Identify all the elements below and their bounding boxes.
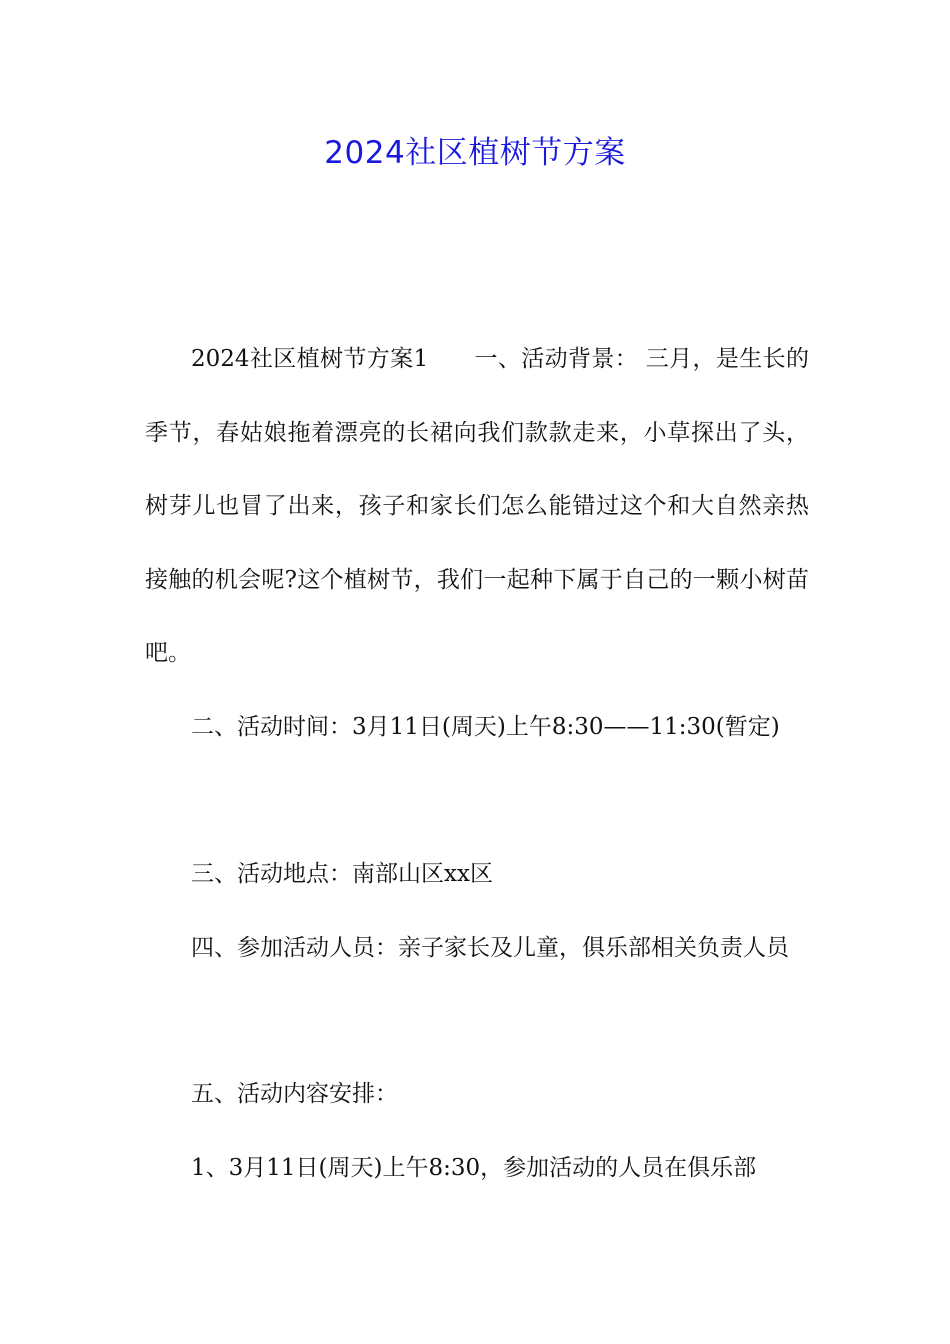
paragraph-participants <box>145 912 809 986</box>
document-title: 2024社区植树节方案 <box>324 135 626 171</box>
paragraph-location <box>145 838 809 912</box>
paragraph-text: 二、活动时间：3月11日(周天)上午8:30——11:30(暂定) <box>191 714 780 740</box>
section-heading: 2024社区植树节方案1 <box>191 346 429 372</box>
paragraph-background <box>145 323 809 691</box>
paragraph-text: 一、活动背景： 三月，是生长的季节，春姑娘拖着漂亮的长裙向我们款款走来，小草探出了头，树芽儿也冒了出来，孩子和家长们怎么能错过这个和大自然亲热接触的机会呢?这个植树节，我们一起种下属于自己的一颗小树苗吧。 <box>145 346 810 666</box>
paragraph-text: 五、活动内容安排： <box>191 1081 398 1107</box>
paragraph-text: 1、3月11日(周天)上午8:30，参加活动的人员在俱乐部 <box>191 1155 757 1181</box>
paragraph-schedule-item-1 <box>145 1132 809 1206</box>
paragraph-time <box>145 691 809 765</box>
paragraph-text: 四、参加活动人员：亲子家长及儿童，俱乐部相关负责人员 <box>191 935 789 961</box>
paragraph-schedule-heading <box>145 1058 809 1132</box>
paragraph-text: 三、活动地点：南部山区xx区 <box>191 861 493 887</box>
